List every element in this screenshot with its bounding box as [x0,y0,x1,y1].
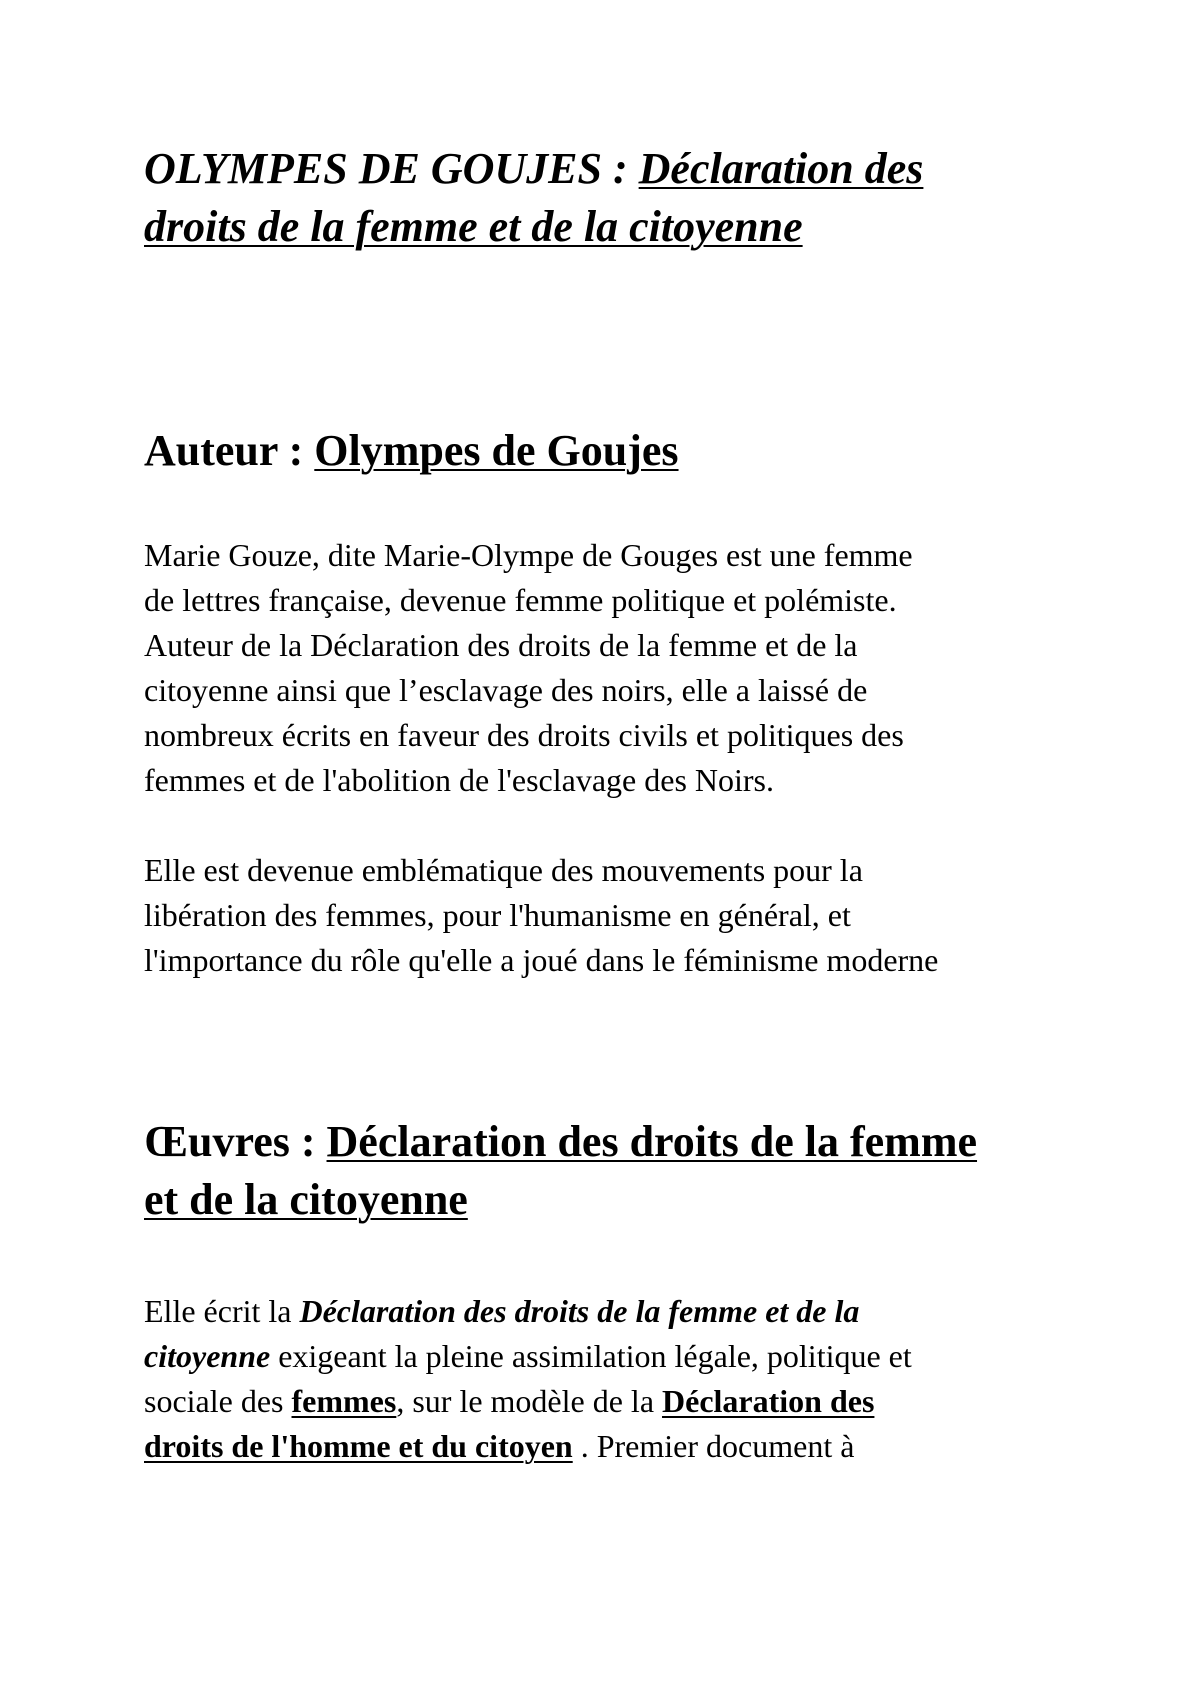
works-title-part-1: Déclaration des droits de la femme [326,1117,978,1166]
author-name: Olympes de Goujes [314,426,679,475]
works-separator: : [289,1117,327,1166]
works-line-3 [144,1379,1084,1424]
works-label: Œuvres [144,1117,290,1166]
declaration-homme-link-part-2[interactable]: droits de l'homme et du citoyen [144,1428,573,1464]
works-line-2 [144,1334,1084,1379]
works-line-4 [144,1424,1084,1469]
works-text: exigeant la pleine assimilation légale, politique et [278,1338,912,1374]
bio2-line: l'importance du rôle qu'elle a joué dans le féminisme moderne [144,942,939,978]
title-work-part-1: Déclaration des [638,144,924,193]
works-title-emphasis: Déclaration des droits de la femme et de la [299,1293,860,1329]
works-paragraph [144,1289,1084,1469]
works-text: Elle écrit la [144,1293,300,1329]
femmes-link[interactable]: femmes [291,1383,397,1419]
declaration-homme-link-part-1[interactable]: Déclaration des [662,1383,875,1419]
bio1-line: de lettres française, devenue femme politique et polémiste. [144,582,897,618]
document-title [144,140,1084,256]
title-author: OLYMPES DE GOUJES : [144,144,639,193]
works-text: , sur le modèle de la [396,1383,663,1419]
document-page [144,140,1084,1469]
works-title-part-2: et de la citoyenne [144,1175,468,1224]
works-line-1 [144,1289,1084,1334]
works-heading-line-1 [144,1113,1084,1171]
author-heading [144,422,1084,480]
bio1-line: Auteur de la Déclaration des droits de la femme et de la [144,627,858,663]
bio2-line: Elle est devenue emblématique des mouvements pour la [144,852,863,888]
bio1-line: femmes et de l'abolition de l'esclavage des Noirs. [144,762,774,798]
works-heading [144,1113,1084,1229]
works-title-emphasis: citoyenne [144,1338,279,1374]
author-label: Auteur [144,426,278,475]
title-line-1 [144,140,1084,198]
bio1-line: Marie Gouze, dite Marie-Olympe de Gouges est une femme [144,537,913,573]
author-separator: : [277,426,315,475]
bio2-line: libération des femmes, pour l'humanisme en général, et [144,897,851,933]
bio1-line: nombreux écrits en faveur des droits civils et politiques des [144,717,904,753]
works-text: . Premier document à [572,1428,855,1464]
bio-paragraph-1 [144,533,1084,803]
bio-paragraph-2 [144,848,1084,983]
works-text: sociale des [144,1383,292,1419]
title-work-part-2: droits de la femme et de la citoyenne [144,202,803,251]
bio1-line: citoyenne ainsi que l’esclavage des noirs, elle a laissé de [144,672,868,708]
